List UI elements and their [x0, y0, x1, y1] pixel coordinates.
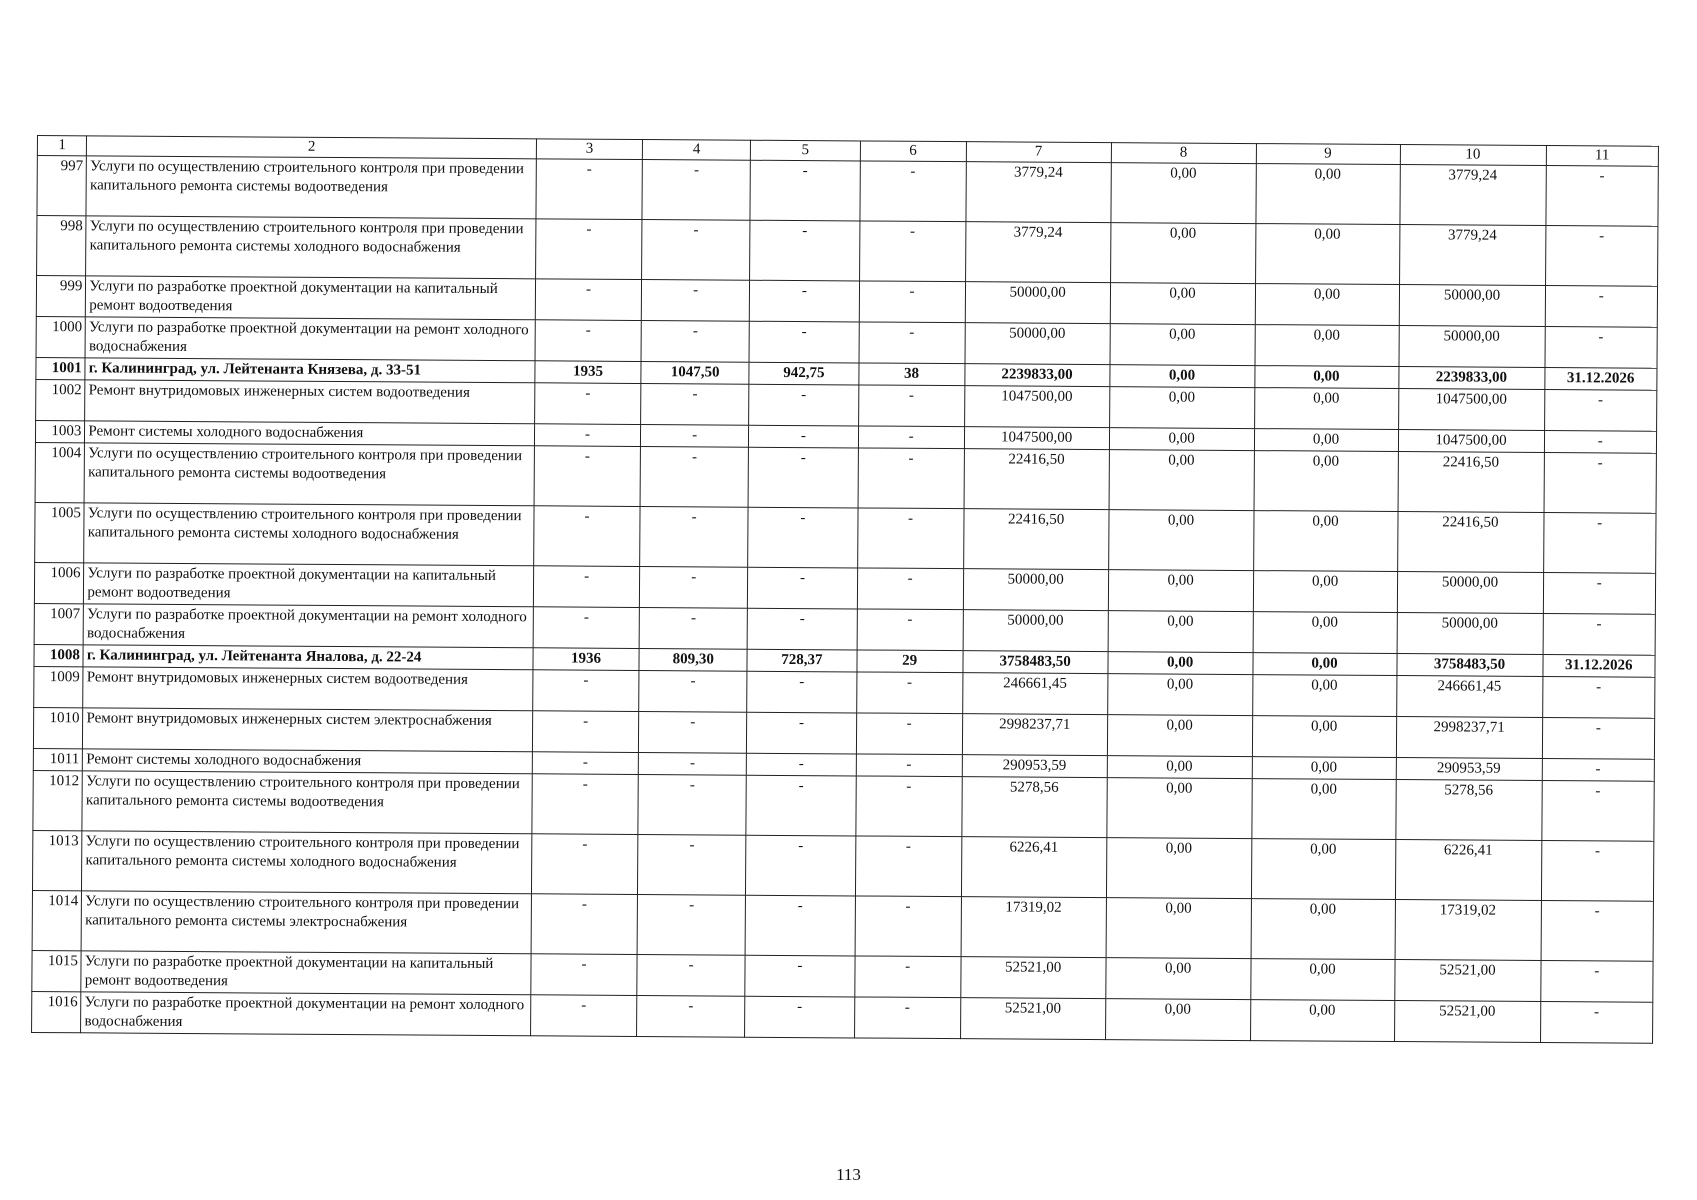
col9-cell: 0,00 [1254, 366, 1398, 389]
header-cell: 8 [1111, 143, 1256, 164]
col11-cell: - [1542, 758, 1655, 781]
col5-cell: 728,37 [747, 649, 856, 672]
row-number-cell: 1003 [35, 420, 85, 442]
col8-cell: 0,00 [1110, 324, 1255, 366]
row-number-cell: 1008 [34, 644, 84, 666]
col9-cell: 0,00 [1255, 325, 1399, 367]
row-number-cell: 998 [37, 216, 87, 276]
table-row [35, 442, 1656, 513]
col10-cell: 22416,50 [1397, 512, 1543, 573]
col3-cell: - [534, 424, 640, 447]
col5-cell: - [749, 425, 858, 448]
col11-cell: - [1545, 226, 1658, 287]
col11-cell: - [1545, 327, 1658, 369]
col8-cell: 0,00 [1108, 652, 1253, 675]
col11-cell: - [1545, 166, 1658, 227]
table-row [37, 216, 1658, 287]
col11-cell: - [1543, 613, 1656, 655]
col3-cell: 1936 [533, 648, 639, 671]
col6-cell: - [856, 672, 962, 714]
col8-cell: 0,00 [1109, 450, 1254, 511]
col3-cell: - [536, 159, 642, 220]
col11-cell: 31.12.2026 [1544, 368, 1657, 391]
col3-cell: - [533, 566, 639, 608]
col3-cell: - [535, 383, 641, 425]
col9-cell: 0,00 [1255, 284, 1399, 326]
col6-cell: - [855, 836, 961, 897]
row-number-cell: 997 [37, 156, 87, 216]
col5-cell: - [750, 160, 860, 221]
col7-cell: 3779,24 [965, 222, 1110, 283]
col8-cell: 0,00 [1111, 163, 1256, 224]
col10-cell: 2998237,71 [1396, 717, 1542, 759]
col8-cell: 0,00 [1107, 756, 1252, 779]
table-row [35, 502, 1656, 573]
col4-cell: 809,30 [639, 649, 747, 672]
col7-cell: 290953,59 [962, 755, 1107, 778]
item-name-cell: Услуги по разработке проектной документации на капитальный ремонт водоотведения [81, 951, 531, 995]
col4-cell: - [639, 671, 747, 713]
item-name-cell: Ремонт внутридомовых инженерных систем водоотведения [85, 380, 535, 424]
col6-cell: - [858, 385, 964, 427]
col3-cell: - [534, 506, 640, 567]
col10-cell: 3779,24 [1399, 225, 1545, 286]
col3-cell: - [532, 752, 638, 775]
col7-cell: 50000,00 [965, 282, 1110, 324]
table-row [32, 890, 1653, 961]
col6-cell: - [856, 754, 962, 777]
col8-cell: 0,00 [1108, 570, 1253, 612]
col6-cell: - [857, 609, 963, 651]
header-cell: 4 [642, 140, 750, 161]
col5-cell: 942,75 [749, 362, 858, 385]
col7-cell: 6226,41 [961, 837, 1106, 898]
col7-cell: 52521,00 [960, 998, 1105, 1040]
col7-cell: 3758483,50 [963, 651, 1108, 674]
row-number-cell: 1000 [36, 316, 86, 357]
col3-cell: - [534, 446, 640, 507]
row-number-cell: 999 [36, 276, 86, 317]
col4-cell: - [639, 608, 747, 650]
item-name-cell: Услуги по осуществлению строительного контроля при проведении капитального ремонта системы водоотведения [84, 443, 534, 506]
item-name-cell: Ремонт системы холодного водоснабжения [85, 421, 535, 446]
header-cell: 5 [751, 140, 860, 161]
col4-cell: - [638, 775, 747, 836]
col6-cell: 38 [858, 363, 964, 386]
col4-cell: - [639, 567, 747, 609]
col9-cell: 0,00 [1255, 224, 1399, 285]
col11-cell: - [1543, 513, 1656, 574]
col4-cell: - [641, 384, 749, 426]
col11-cell: - [1541, 840, 1654, 901]
col8-cell: 0,00 [1105, 999, 1250, 1041]
table-row [33, 770, 1654, 841]
col6-cell: - [855, 776, 961, 837]
col9-cell: 0,00 [1253, 612, 1397, 654]
col6-cell: - [858, 426, 964, 449]
header-cell: 9 [1256, 144, 1400, 165]
col4-cell: - [637, 954, 745, 996]
col10-cell: 50000,00 [1398, 326, 1544, 368]
header-cell: 10 [1400, 145, 1546, 166]
row-number-cell: 1001 [36, 357, 86, 379]
col4-cell: - [637, 995, 745, 1037]
col10-cell: 290953,59 [1396, 758, 1542, 781]
col6-cell: - [854, 997, 960, 1039]
col9-cell: 0,00 [1250, 1000, 1394, 1042]
col10-cell: 1047500,00 [1398, 389, 1544, 431]
col8-cell: 0,00 [1107, 715, 1252, 757]
col7-cell: 1047500,00 [964, 427, 1109, 450]
col7-cell: 246661,45 [962, 673, 1107, 715]
col8-cell: 0,00 [1107, 674, 1252, 716]
col11-cell: - [1541, 900, 1654, 961]
col3-cell: - [532, 711, 638, 753]
item-name-cell: Услуги по разработке проектной документации на ремонт холодного водоснабжения [85, 317, 535, 361]
col6-cell: - [855, 896, 961, 957]
item-name-cell: г. Калининград, ул. Лейтенанта Князева, д. 33-51 [85, 358, 535, 383]
col3-cell: - [531, 995, 637, 1037]
col8-cell: 0,00 [1109, 365, 1254, 388]
col3-cell: - [536, 219, 642, 280]
item-name-cell: Услуги по осуществлению строительного контроля при проведении капитального ремонта системы электроснабжения [81, 891, 531, 954]
col10-cell: 1047500,00 [1398, 430, 1544, 453]
col7-cell: 3779,24 [966, 162, 1111, 223]
col7-cell: 52521,00 [960, 957, 1105, 999]
col9-cell: 0,00 [1252, 757, 1396, 780]
col4-cell: - [637, 894, 746, 955]
col7-cell: 17319,02 [961, 897, 1106, 958]
item-name-cell: Услуги по осуществлению строительного контроля при проведении капитального ремонта системы холодного водоснабжения [86, 216, 536, 279]
col10-cell: 3758483,50 [1396, 654, 1542, 677]
col10-cell: 5278,56 [1395, 780, 1541, 841]
col6-cell: - [856, 713, 962, 755]
col9-cell: 0,00 [1254, 451, 1398, 512]
row-number-cell: 1002 [36, 379, 86, 420]
page-number: 113 [836, 1165, 861, 1184]
col5-cell: - [747, 753, 856, 776]
col8-cell: 0,00 [1109, 387, 1254, 429]
header-cell: 11 [1546, 146, 1659, 167]
row-number-cell: 1012 [33, 770, 83, 830]
col7-cell: 2998237,71 [962, 714, 1107, 756]
col9-cell: 0,00 [1252, 675, 1396, 717]
col6-cell: - [859, 161, 965, 222]
col8-cell: 0,00 [1110, 283, 1255, 325]
col7-cell: 50000,00 [963, 610, 1108, 652]
col9-cell: 0,00 [1252, 716, 1396, 758]
item-name-cell: Услуги по разработке проектной документации на ремонт холодного водоснабжения [83, 604, 533, 648]
col4-cell: - [640, 507, 749, 568]
col11-cell: - [1544, 390, 1657, 432]
col11-cell: - [1545, 286, 1658, 328]
row-number-cell: 1016 [32, 991, 82, 1032]
col11-cell: - [1542, 676, 1655, 718]
row-number-cell: 1014 [32, 890, 82, 950]
col3-cell: 1935 [535, 361, 641, 384]
col11-cell: - [1540, 1001, 1653, 1043]
col5-cell: - [745, 996, 855, 1038]
col6-cell: - [857, 508, 963, 569]
col6-cell: - [859, 281, 965, 323]
col6-cell: 29 [857, 650, 963, 673]
col5-cell: - [750, 280, 860, 322]
item-name-cell: Ремонт внутридомовых инженерных систем электроснабжения [83, 708, 533, 752]
col11-cell: - [1544, 453, 1657, 514]
col3-cell: - [535, 279, 641, 321]
col10-cell: 6226,41 [1395, 840, 1541, 901]
item-name-cell: Услуги по осуществлению строительного контроля при проведении капитального ремонта системы холодного водоснабжения [84, 503, 534, 566]
item-name-cell: Ремонт внутридомовых инженерных систем водоотведения [83, 667, 533, 711]
col3-cell: - [535, 320, 641, 362]
col4-cell: - [640, 447, 749, 508]
col10-cell: 50000,00 [1399, 285, 1545, 327]
item-name-cell: г. Калининград, ул. Лейтенанта Яналова, д. 22-24 [83, 645, 533, 670]
col5-cell: - [745, 955, 855, 997]
table-row [37, 156, 1658, 227]
col5-cell: - [750, 220, 860, 281]
item-name-cell: Услуги по осуществлению строительного контроля при проведении капитального ремонта системы водоотведения [86, 156, 536, 219]
header-cell: 6 [860, 141, 966, 162]
col5-cell: - [745, 895, 855, 956]
col6-cell: - [854, 956, 960, 998]
col11-cell: - [1543, 572, 1656, 614]
col9-cell: 0,00 [1253, 571, 1397, 613]
col5-cell: - [747, 671, 857, 713]
col9-cell: 0,00 [1251, 899, 1395, 960]
col5-cell: - [747, 712, 857, 754]
col6-cell: - [859, 322, 965, 364]
col7-cell: 22416,50 [963, 509, 1108, 570]
col8-cell: 0,00 [1106, 778, 1251, 839]
header-cell: 3 [536, 139, 642, 160]
col5-cell: - [747, 608, 857, 650]
col7-cell: 2239833,00 [964, 364, 1109, 387]
col7-cell: 5278,56 [962, 777, 1107, 838]
header-cell: 7 [966, 142, 1111, 163]
item-name-cell: Услуги по разработке проектной документации на ремонт холодного водоснабжения [81, 992, 531, 1036]
col5-cell: - [748, 507, 858, 568]
item-name-cell: Услуги по разработке проектной документации на капитальный ремонт водоотведения [86, 276, 536, 320]
col8-cell: 0,00 [1110, 223, 1255, 284]
col8-cell: 0,00 [1108, 611, 1253, 653]
col7-cell: 50000,00 [963, 569, 1108, 611]
col6-cell: - [857, 568, 963, 610]
col4-cell: - [641, 425, 749, 448]
col9-cell: 0,00 [1256, 164, 1400, 225]
col10-cell: 50000,00 [1397, 613, 1543, 655]
col3-cell: - [532, 774, 638, 835]
col9-cell: 0,00 [1253, 511, 1397, 572]
item-name-cell: Услуги по разработке проектной документации на капитальный ремонт водоотведения [84, 563, 534, 607]
col6-cell: - [859, 221, 965, 282]
col3-cell: - [533, 670, 639, 712]
col5-cell: - [748, 567, 858, 609]
col10-cell: 17319,02 [1395, 900, 1541, 961]
col10-cell: 2239833,00 [1398, 367, 1544, 390]
row-number-cell: 1006 [34, 562, 84, 603]
col8-cell: 0,00 [1105, 958, 1250, 1000]
col5-cell: - [749, 384, 859, 426]
col3-cell: - [531, 894, 637, 955]
col6-cell: - [858, 448, 964, 509]
col5-cell: - [748, 447, 858, 508]
item-name-cell: Услуги по осуществлению строительного контроля при проведении капитального ремонта системы водоотведения [82, 771, 532, 834]
col10-cell: 52521,00 [1394, 960, 1540, 1002]
col10-cell: 246661,45 [1396, 676, 1542, 718]
col5-cell: - [746, 775, 856, 836]
col3-cell: - [531, 954, 637, 996]
col8-cell: 0,00 [1109, 428, 1254, 451]
col4-cell: - [641, 280, 749, 322]
col8-cell: 0,00 [1106, 838, 1251, 899]
col9-cell: 0,00 [1254, 429, 1398, 452]
row-number-cell: 1005 [35, 502, 85, 562]
col10-cell: 22416,50 [1398, 452, 1544, 513]
row-number-cell: 1010 [33, 707, 83, 748]
item-name-cell: Ремонт системы холодного водоснабжения [83, 749, 533, 774]
col11-cell: - [1540, 960, 1653, 1002]
row-number-cell: 1011 [33, 748, 83, 770]
col8-cell: 0,00 [1106, 898, 1251, 959]
col5-cell: - [749, 321, 859, 363]
col4-cell: - [638, 753, 746, 776]
col11-cell: - [1542, 717, 1655, 759]
register-table-wrapper [31, 135, 1659, 1044]
col7-cell: 1047500,00 [964, 386, 1109, 428]
col10-cell: 50000,00 [1397, 572, 1543, 614]
col10-cell: 52521,00 [1394, 1001, 1540, 1043]
col3-cell: - [533, 607, 639, 649]
row-number-cell: 1009 [34, 666, 84, 707]
col8-cell: 0,00 [1108, 510, 1253, 571]
col10-cell: 3779,24 [1399, 165, 1545, 226]
col9-cell: 0,00 [1253, 653, 1397, 676]
col4-cell: - [642, 220, 751, 281]
col5-cell: - [746, 835, 856, 896]
col9-cell: 0,00 [1251, 779, 1395, 840]
register-table [31, 135, 1659, 1044]
row-number-cell: 1004 [35, 442, 85, 502]
col7-cell: 22416,50 [964, 449, 1109, 510]
table-row [32, 830, 1653, 901]
col11-cell: - [1541, 780, 1654, 841]
col3-cell: - [531, 834, 637, 895]
row-number-cell: 1013 [32, 830, 82, 890]
row-number-cell: 1015 [32, 950, 82, 991]
col7-cell: 50000,00 [965, 323, 1110, 365]
col9-cell: 0,00 [1251, 839, 1395, 900]
col11-cell: - [1544, 431, 1657, 454]
col4-cell: 1047,50 [641, 362, 749, 385]
col4-cell: - [642, 160, 751, 221]
header-cell: 2 [87, 136, 537, 159]
col4-cell: - [639, 712, 747, 754]
header-cell: 1 [37, 136, 87, 156]
col9-cell: 0,00 [1250, 959, 1394, 1001]
col11-cell: 31.12.2026 [1542, 654, 1655, 677]
row-number-cell: 1007 [34, 603, 84, 644]
col4-cell: - [641, 321, 749, 363]
item-name-cell: Услуги по осуществлению строительного контроля при проведении капитального ремонта системы холодного водоснабжения [82, 831, 532, 894]
col4-cell: - [638, 835, 747, 896]
col9-cell: 0,00 [1254, 388, 1398, 430]
